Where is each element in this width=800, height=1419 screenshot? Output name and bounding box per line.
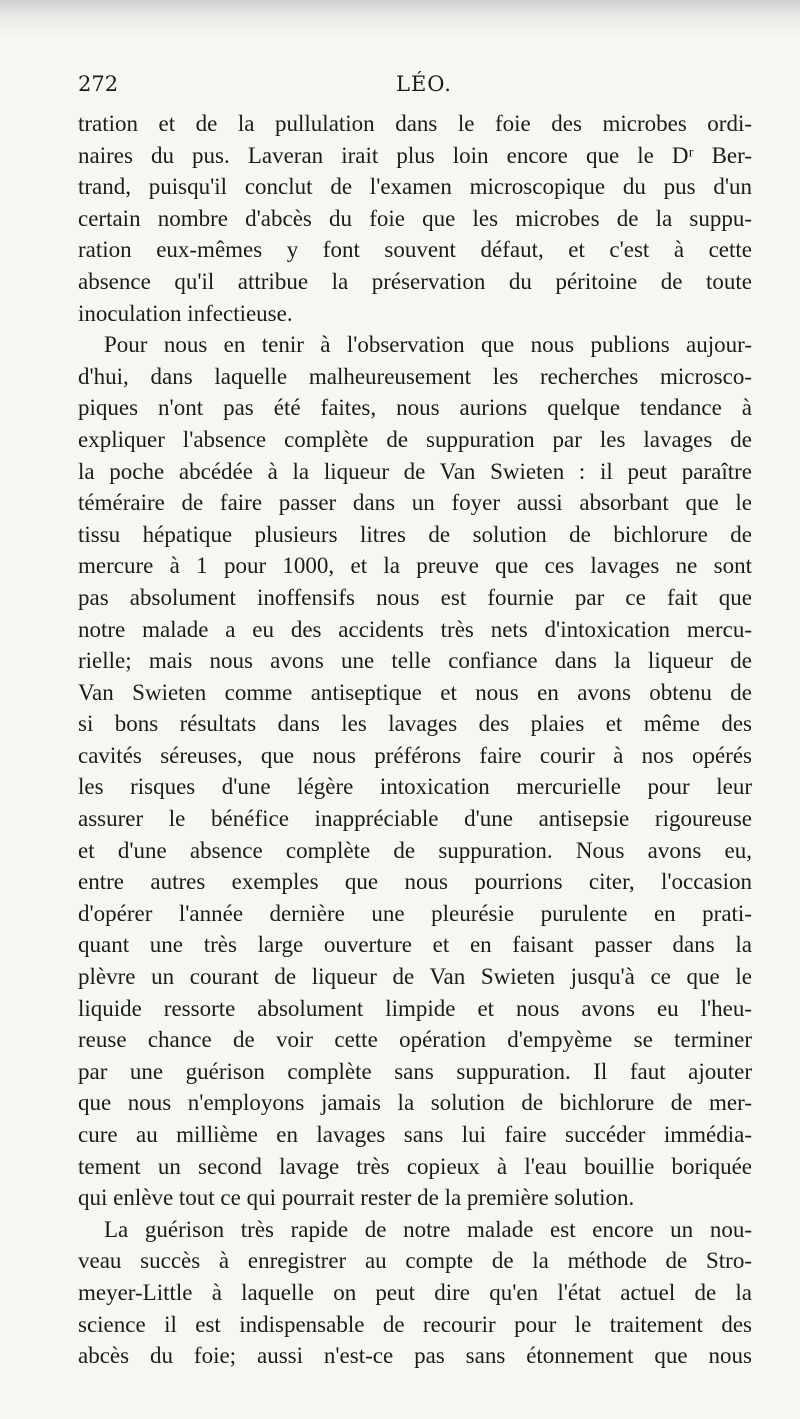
text-line: que nous n'employons jamais la solution de bichlorure de mer- bbox=[78, 1090, 752, 1116]
text-line: par une guérison complète sans suppuration. Il faut ajouter bbox=[78, 1058, 752, 1084]
text-line: Pour nous en tenir à l'observation que nous publions aujour- bbox=[104, 332, 752, 358]
text-line: notre malade a eu des accidents très nets d'intoxication mercu- bbox=[78, 616, 752, 642]
text-line: la poche abcédée à la liqueur de Van Swieten : il peut paraître bbox=[78, 458, 752, 484]
text-line: veau succès à enregistrer au compte de la méthode de Stro- bbox=[78, 1248, 752, 1274]
text-line: expliquer l'absence complète de suppuration par les lavages de bbox=[78, 426, 752, 452]
text-line: science il est indispensable de recourir pour le traitement des bbox=[78, 1311, 752, 1337]
text-line: abcès du foie; aussi n'est-ce pas sans étonnement que nous bbox=[78, 1343, 752, 1369]
text-line: qui enlève tout ce qui pourrait rester de la première solution. bbox=[78, 1185, 635, 1211]
text-line: cavités séreuses, que nous préférons faire courir à nos opérés bbox=[78, 742, 752, 768]
page-number: 272 bbox=[78, 72, 119, 96]
text-line: absence qu'il attribue la préservation du péritoine de toute bbox=[78, 268, 752, 294]
text-line: naires du pus. Laveran irait plus loin encore que le Dʳ Ber- bbox=[78, 142, 752, 168]
text-line: piques n'ont pas été faites, nous aurions quelque tendance à bbox=[78, 395, 752, 421]
text-line: assurer le bénéfice inappréciable d'une antisepsie rigoureuse bbox=[78, 806, 752, 832]
text-line: reuse chance de voir cette opération d'empyème se terminer bbox=[78, 1027, 752, 1053]
text-line: si bons résultats dans les lavages des plaies et même des bbox=[78, 711, 752, 737]
text-line: et d'une absence complète de suppuration. Nous avons eu, bbox=[78, 837, 752, 863]
text-line: rielle; mais nous avons une telle confiance dans la liqueur de bbox=[78, 648, 752, 674]
text-line: les risques d'une légère intoxication mercurielle pour leur bbox=[78, 774, 752, 800]
text-line: trand, puisqu'il conclut de l'examen microscopique du pus d'un bbox=[78, 174, 752, 200]
text-line: d'opérer l'année dernière une pleurésie purulente en prati- bbox=[78, 900, 752, 926]
text-line: plèvre un courant de liqueur de Van Swieten jusqu'à ce que le bbox=[78, 964, 752, 990]
text-line: inoculation infectieuse. bbox=[78, 300, 293, 326]
text-line: téméraire de faire passer dans un foyer aussi absorbant que le bbox=[78, 490, 752, 516]
scan-edge-shadow bbox=[0, 0, 800, 40]
text-line: mercure à 1 pour 1000, et la preuve que ces lavages ne sont bbox=[78, 553, 752, 579]
text-line: meyer-Little à laquelle on peut dire qu'en l'état actuel de la bbox=[78, 1279, 752, 1305]
page-header bbox=[78, 72, 748, 102]
text-line: d'hui, dans laquelle malheureusement les recherches microsco- bbox=[78, 363, 752, 389]
text-line: La guérison très rapide de notre malade est encore un nou- bbox=[104, 1216, 752, 1242]
body-text bbox=[78, 108, 752, 1372]
text-line: entre autres exemples que nous pourrions citer, l'occasion bbox=[78, 869, 752, 895]
text-line: certain nombre d'abcès du foie que les microbes de la suppu- bbox=[78, 205, 752, 231]
text-line: tration et de la pullulation dans le foie des microbes ordi- bbox=[78, 111, 752, 136]
text-line: pas absolument inoffensifs nous est fournie par ce fait que bbox=[78, 584, 752, 610]
text-line: cure au millième en lavages sans lui faire succéder immédia- bbox=[78, 1122, 752, 1147]
text-line: tement un second lavage très copieux à l'eau bouillie boriquée bbox=[78, 1153, 752, 1179]
text-line: tissu hépatique plusieurs litres de solution de bichlorure de bbox=[78, 521, 752, 547]
text-line: ration eux-mêmes y font souvent défaut, et c'est à cette bbox=[78, 237, 752, 263]
text-line: liquide ressorte absolument limpide et nous avons eu l'heu- bbox=[78, 995, 752, 1021]
text-line: quant une très large ouverture et en faisant passer dans la bbox=[78, 932, 752, 958]
running-head: LÉO. bbox=[396, 72, 452, 96]
text-line: Van Swieten comme antiseptique et nous en avons obtenu de bbox=[78, 679, 752, 705]
